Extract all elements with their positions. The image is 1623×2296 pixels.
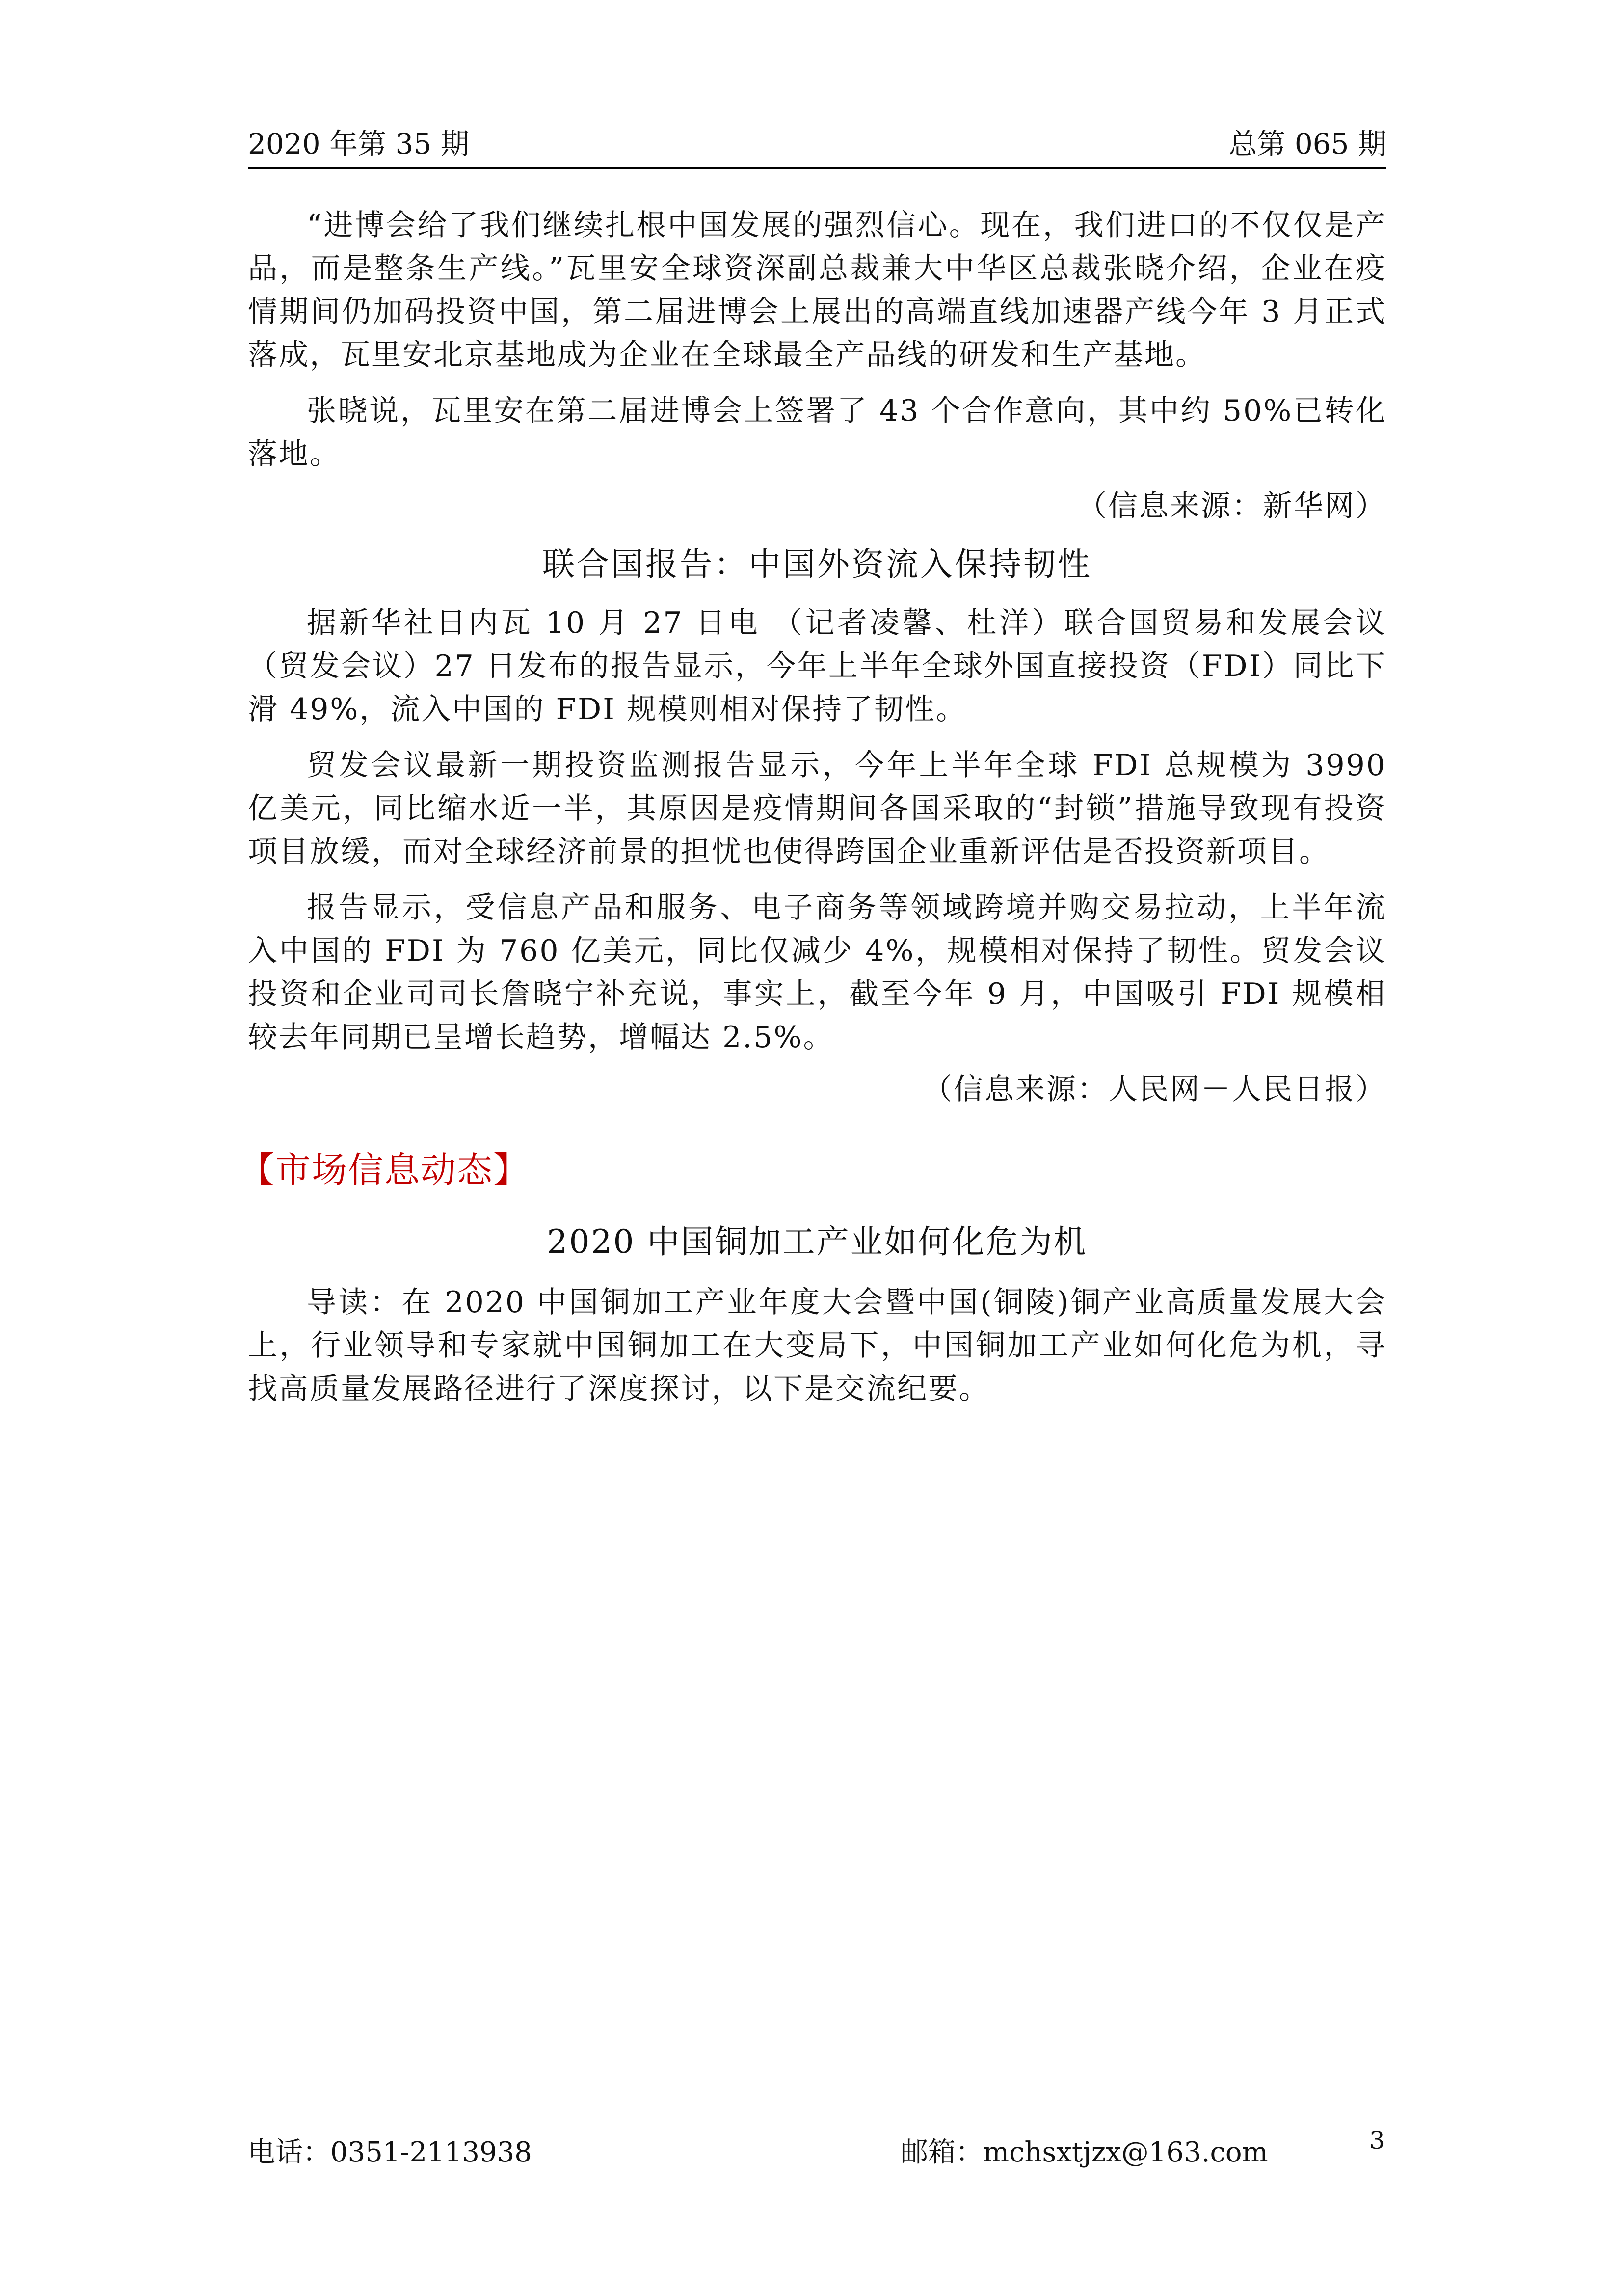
page-header — [248, 122, 1386, 166]
article-paragraph: “进博会给了我们继续扎根中国发展的强烈信心。现在，我们进口的不仅仅是产品，而是整条生产线。”瓦里安全球资深副总裁兼大中华区总裁张晓介绍，企业在疫情期间仍加码投资中国，第二届进博会上展出的高端直线加速器产线今年 3 月正式落成，瓦里安北京基地成为企业在全球最全产品线的研发和生产基地。 — [248, 208, 1386, 372]
article-copper-industry — [248, 1218, 1386, 1410]
page-content — [239, 204, 1386, 1410]
article-paragraph: 导读：在 2020 中国铜加工产业年度大会暨中国(铜陵)铜产业高质量发展大会上，行业领导和专家就中国铜加工在大变局下，中国铜加工产业如何化危为机，寻找高质量发展路径进行了深度探讨，以下是交流纪要。 — [248, 1285, 1386, 1406]
article-paragraph: 张晓说，瓦里安在第二届进博会上签署了 43 个合作意向，其中约 50%已转化落地。 — [248, 394, 1386, 471]
contact-phone: 电话：0351-2113938 — [248, 2136, 532, 2168]
page-footer — [248, 2131, 1386, 2175]
header-rule — [248, 167, 1386, 169]
article-source: （信息来源：新华网） — [1077, 489, 1386, 523]
article-source: （信息来源：人民网－人民日报） — [923, 1072, 1386, 1107]
article-paragraph: 贸发会议最新一期投资监测报告显示，今年上半年全球 FDI 总规模为 3990 亿美元，同比缩水近一半，其原因是疫情期间各国采取的“封锁”措施导致现有投资项目放缓，而对全球经济前景的担忧也使得跨国企业重新评估是否投资新项目。 — [248, 748, 1386, 869]
article-paragraph: 据新华社日内瓦 10 月 27 日电 （记者凌馨、杜洋）联合国贸易和发展会议（贸发会议）27 日发布的报告显示，今年上半年全球外国直接投资（FDI）同比下滑 49%，流入中国的 FDI 规模则相对保持了韧性。 — [248, 606, 1386, 727]
article-paragraph: 报告显示，受信息产品和服务、电子商务等领域跨境并购交易拉动，上半年流入中国的 FDI 为 760 亿美元，同比仅减少 4%，规模相对保持了韧性。贸发会议投资和企业司司长詹晓宁补充说，事实上，截至今年 9 月，中国吸引 FDI 规模相较去年同期已呈增长趋势，增幅达 2.5%。 — [248, 891, 1386, 1054]
article-varian — [248, 204, 1386, 528]
contact-email: 邮箱：mchsxtjzx@163.com — [901, 2136, 1268, 2168]
article-title: 2020 中国铜加工产业如何化危为机 — [547, 1223, 1088, 1261]
article-un-report — [248, 540, 1386, 1111]
section-heading: 【市场信息动态】 — [239, 1149, 530, 1190]
article-title: 联合国报告：中国外资流入保持韧性 — [542, 545, 1092, 583]
total-issue-number: 总第 065 期 — [1228, 127, 1386, 161]
issue-number: 2020 年第 35 期 — [248, 127, 469, 161]
page-number: 3 — [1369, 2126, 1385, 2155]
